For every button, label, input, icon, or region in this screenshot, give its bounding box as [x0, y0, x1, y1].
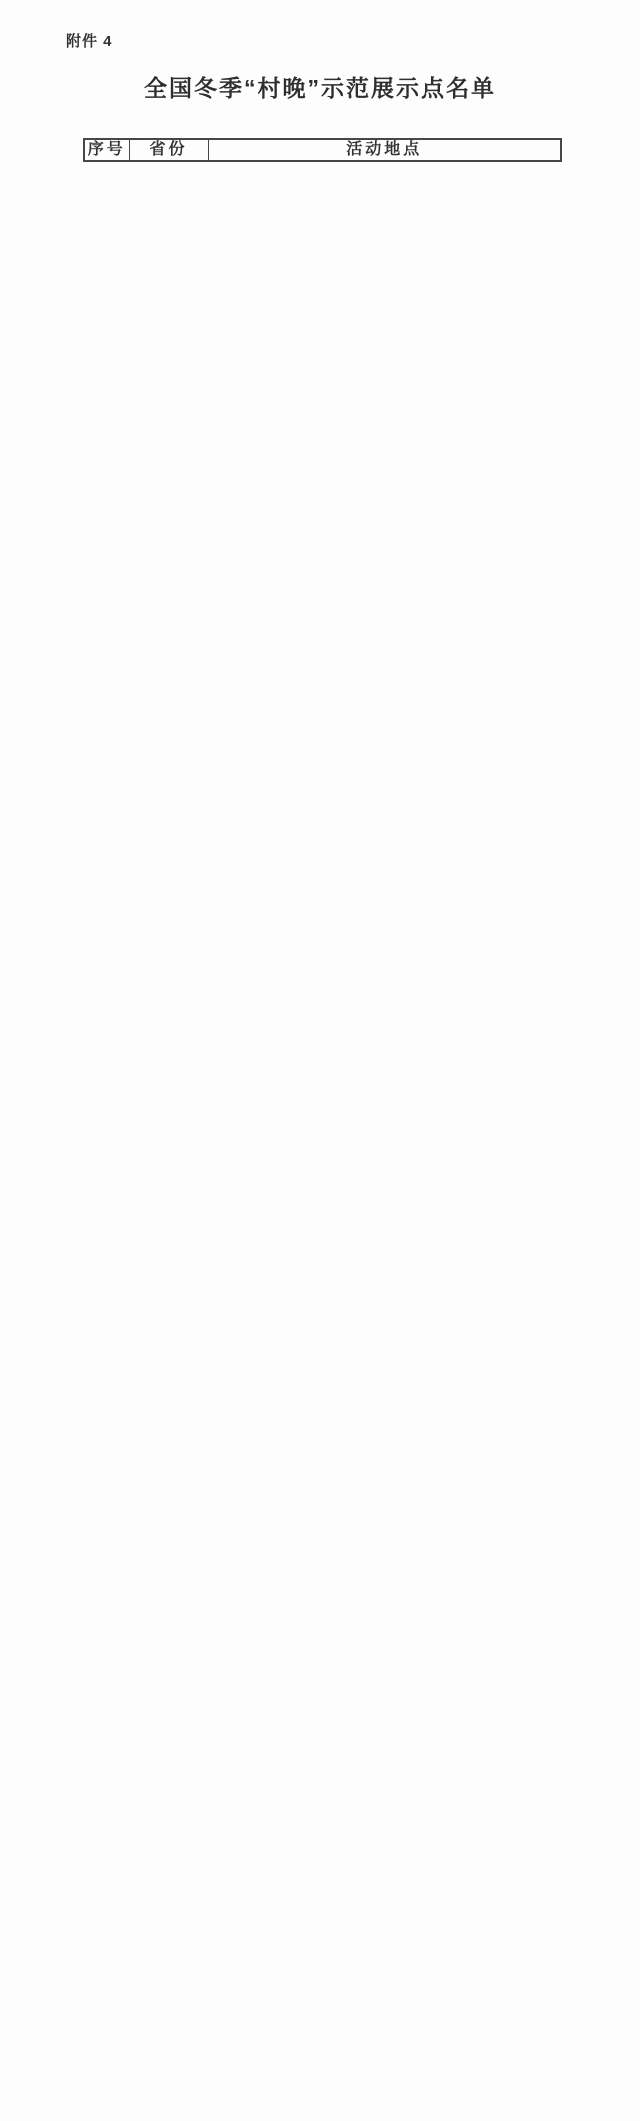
roster-table-block-1 [83, 138, 562, 162]
column-header: 省份 [129, 139, 208, 161]
column-header: 序号 [84, 139, 129, 161]
attachment-label: 附件 4 [66, 33, 113, 50]
page-title: 全国冬季“村晚”示范展示点名单 [144, 75, 496, 101]
column-header: 活动地点 [208, 139, 561, 161]
roster-table-blocks [83, 138, 560, 240]
header-row [84, 139, 561, 161]
